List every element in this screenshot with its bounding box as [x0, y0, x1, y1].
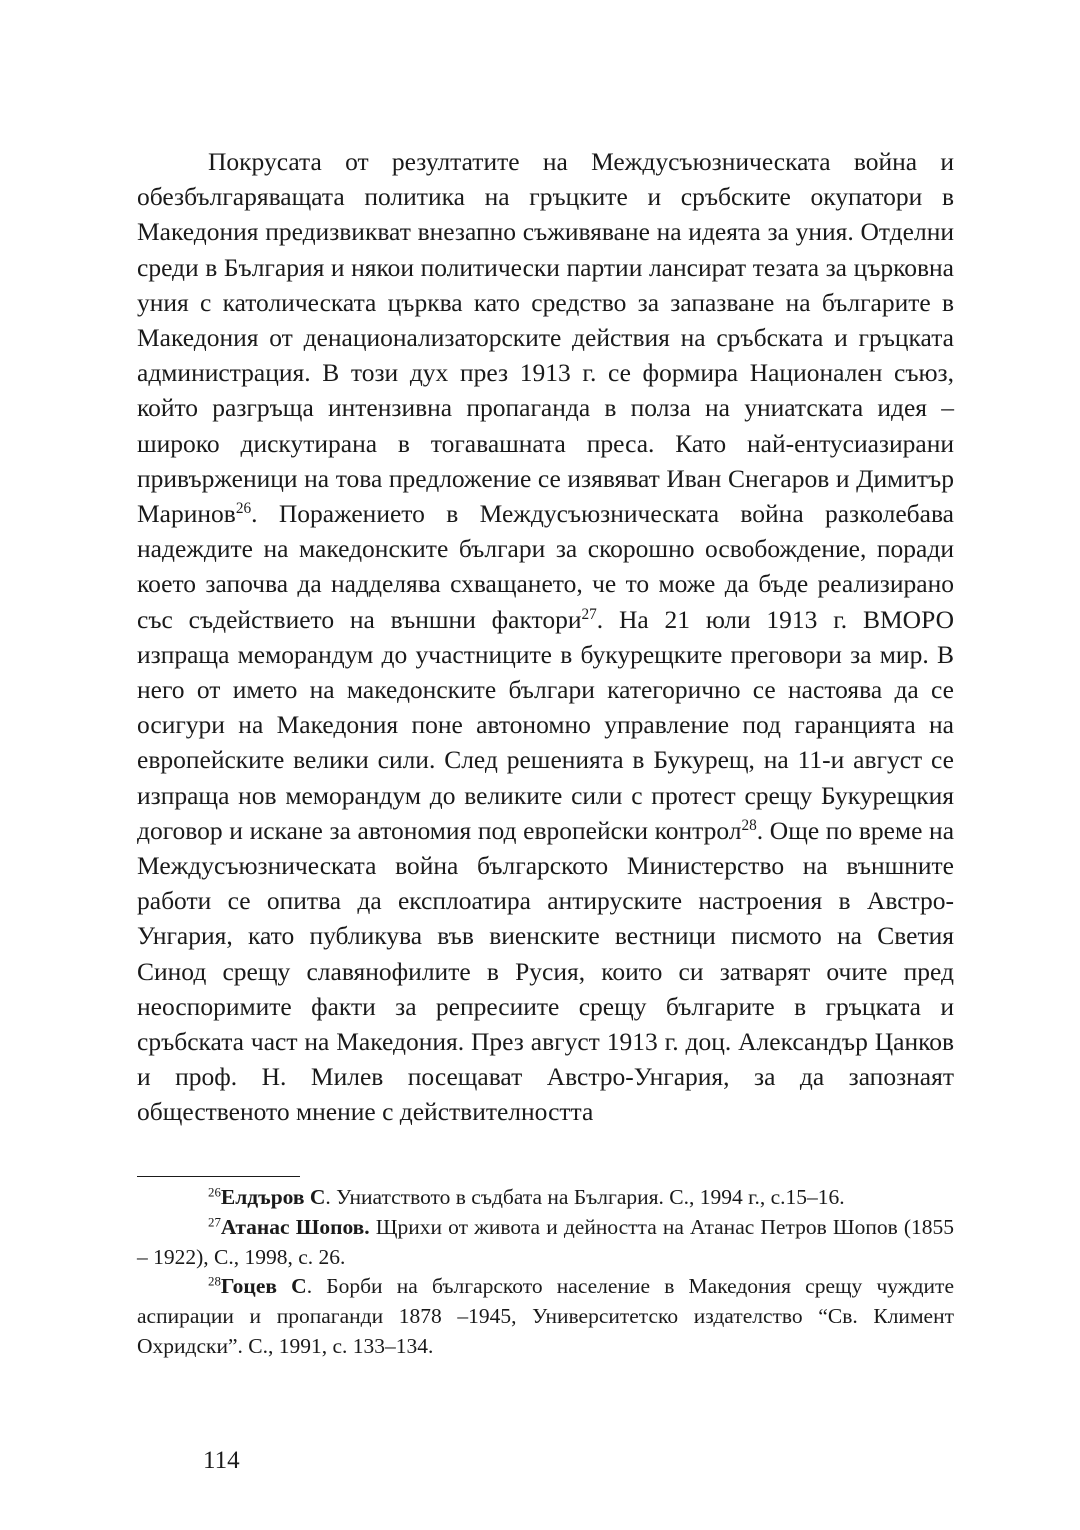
footnote-ref-28: 28 [741, 816, 757, 834]
text-run-2: . Поражението в Междусъюзническата война разколебава надеждите на македонските българи за скорошно освобождение, поради което започва да надделява схващането, че то може да бъде реализирано със съдействието на външни фактори [137, 499, 954, 634]
footnote-26 [137, 1183, 954, 1213]
text-run-1: Покрусата от резултатите на Междусъюзническата война и обезбългаряващата политика на гръцките и сръбските окупатори в Македония предизвикват внезапно съживяване на идеята за уния. Отделни среди в България и някои политически партии лансират тезата за църковна уния с католическата църква като средство за запазване на българите в Македония от денационализаторските действия на сръбската и гръцката администрация. В този дух през 1913 г. се формира Национален съюз, който разгръща интензивна пропаганда в полза на униатската идея – широко дискутирана в тогавашната преса. Като най-ентусиазирани привърженици на това предложение се изявяват Иван Снегаров и Димитър Маринов [137, 147, 954, 529]
footnote-text: . Борби на българското население в Македония срещу чуждите аспирации и пропаганди 1878 –1945, Университетско издателство “Св. Климент Охридски”. С., 1991, с. 133–134. [137, 1274, 954, 1358]
footnote-author: Атанас Шопов. [220, 1214, 370, 1239]
footnote-number: 27 [208, 1215, 221, 1230]
footnote-text: Щрихи от живота и дейността на Атанас Петров Шопов (1855 – 1922), С., 1998, с. 26. [137, 1214, 954, 1269]
footnote-27 [137, 1213, 954, 1273]
footnote-separator [137, 1176, 300, 1177]
footnote-number: 26 [208, 1185, 221, 1200]
text-run-3: . На 21 юли 1913 г. ВМОРО изпраща меморандум до участниците в букурещките преговори за мир. В него от името на македонските българи категорично се настоява да се осигури на Македония поне автономно управление под гаранцията на европейските велики сили. След решенията в Букурещ, на 11-и август се изпраща нов меморандум до великите сили с протест срещу Букурещкия договор и искане за автономия под европейски контрол [137, 604, 954, 845]
footnote-author: Елдъров С [220, 1185, 326, 1209]
main-paragraph [137, 144, 954, 1130]
footnote-number: 28 [208, 1274, 221, 1289]
footnote-28 [137, 1272, 954, 1361]
page-number: 114 [203, 1447, 240, 1474]
main-text [137, 144, 954, 1130]
footnotes [137, 1183, 954, 1362]
footnote-ref-26: 26 [235, 499, 252, 517]
text-run-4: . Още по време на Междусъюзническата война българското Министерство на външните работи се опитва да експлоатира антируските настроения в Австро-Унгария, като публикува във виенските вестници писмото на Светия Синод срещу славянофилите в Русия, които си затварят очите пред неоспоримите факти за репресиите срещу българите в гръцката и сръбската част на Македония. През август 1913 г. доц. Александър Цанков и проф. Н. Милев посещават Австро-Унгария, за да запознаят общественото мнение с действителността [137, 815, 955, 1127]
footnote-ref-27: 27 [581, 605, 597, 623]
footnote-author: Гоцев С [220, 1274, 307, 1299]
footnote-text: . Униатството в съдбата на България. С., 1994 г., с.15–16. [325, 1185, 845, 1209]
